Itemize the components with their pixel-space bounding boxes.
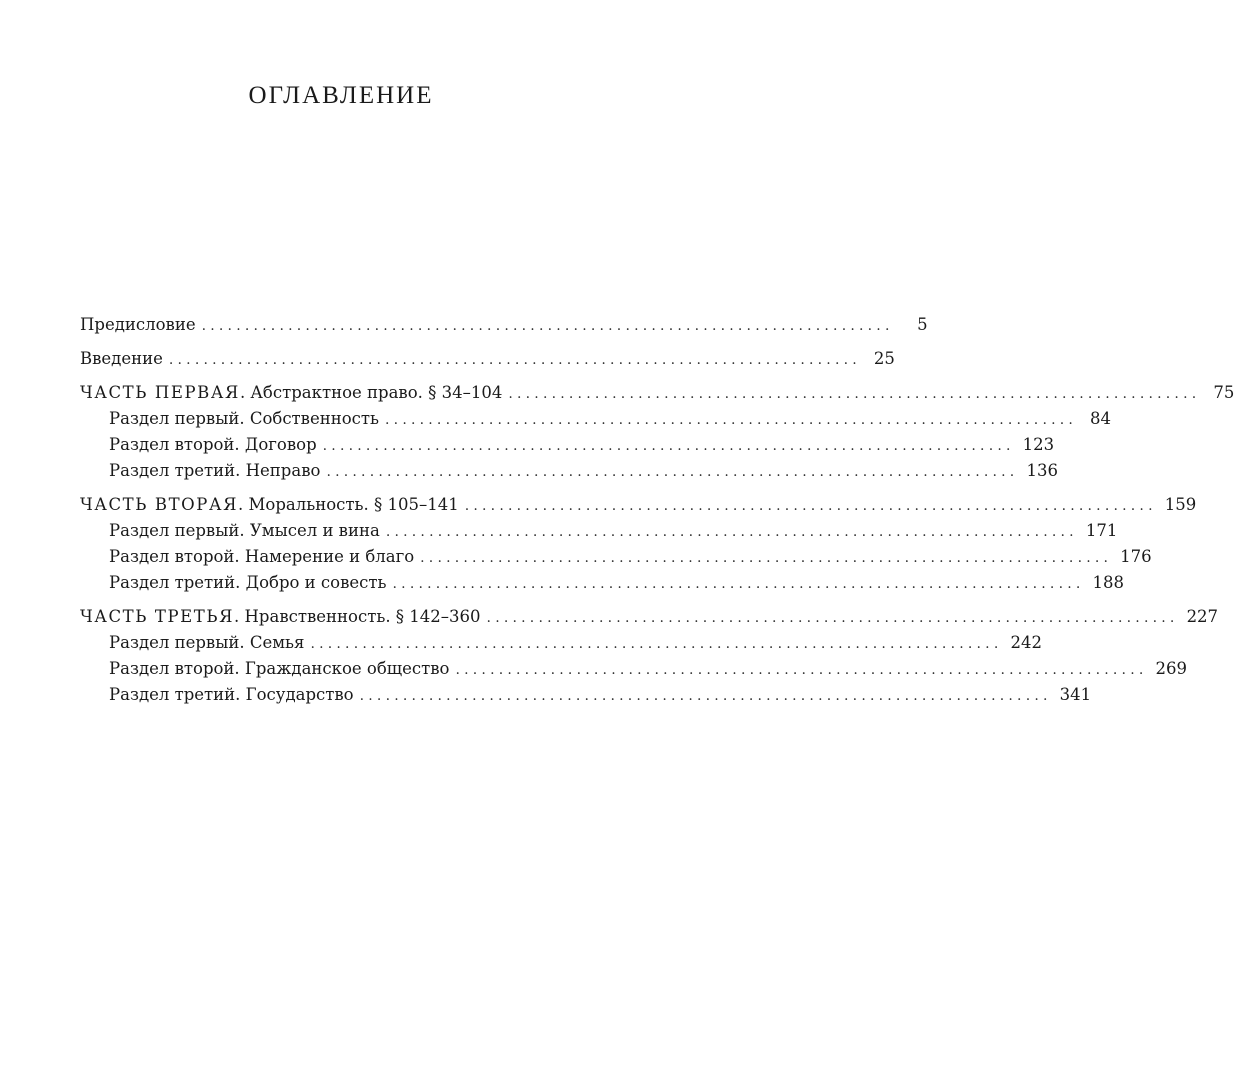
toc-entry-page: 5 <box>917 315 928 334</box>
toc-entry-label: Предисловие <box>80 315 196 334</box>
toc-entry <box>80 544 1152 570</box>
toc-entry-label: Раздел второй. Договор <box>109 435 317 454</box>
dot-leader: ................................................................................ <box>385 524 1078 540</box>
part-title: . Абстрактное право. § 34–104 <box>239 383 503 402</box>
toc-entry <box>80 630 1042 656</box>
toc-entry-page: 176 <box>1120 547 1152 566</box>
dot-leader: ................................................................................ <box>385 412 1078 428</box>
toc-group-preface <box>80 312 928 338</box>
dot-leader: ................................................................................ <box>310 636 1003 652</box>
dot-leader: ................................................................................ <box>420 550 1113 566</box>
dot-leader: ................................................................................ <box>359 688 1052 704</box>
toc-entry <box>80 518 1118 544</box>
toc-group-introduction <box>80 346 895 372</box>
toc-entry-label: Раздел третий. Добро и совесть <box>109 573 387 592</box>
dot-leader: ................................................................................ <box>455 662 1148 678</box>
part-name: ЧАСТЬ ПЕРВАЯ <box>80 383 240 402</box>
dot-leader: ................................................................................ <box>322 438 1015 454</box>
toc-entry-label: Раздел третий. Неправо <box>109 461 321 480</box>
toc-entry-label: Раздел первый. Умысел и вина <box>109 521 380 540</box>
toc-part-heading <box>80 380 1234 406</box>
toc-entry <box>80 432 1055 458</box>
toc-part-heading <box>80 604 1219 630</box>
toc-entry <box>80 682 1092 708</box>
toc-entry-page: 341 <box>1059 685 1092 704</box>
dot-leader: ................................................................................ <box>168 352 861 368</box>
page-title: ОГЛАВЛЕНИЕ <box>248 82 434 109</box>
toc-entry <box>80 570 1125 596</box>
part-name: ЧАСТЬ ВТОРАЯ <box>80 495 239 514</box>
toc-entry-label: Раздел третий. Государство <box>109 685 354 704</box>
dot-leader: ................................................................................ <box>508 386 1201 402</box>
toc-entry <box>80 312 928 338</box>
toc-entry-page: 84 <box>1090 409 1112 428</box>
toc-entry-label: Раздел второй. Намерение и благо <box>109 547 415 566</box>
toc-entry-page: 25 <box>873 349 895 368</box>
part-title: . Нравственность. § 142–360 <box>234 607 481 626</box>
toc-entry-page: 269 <box>1155 659 1187 678</box>
toc-entry <box>80 346 895 372</box>
dot-leader: ................................................................................ <box>486 610 1179 626</box>
toc-entry-label: Раздел первый. Семья <box>109 633 305 652</box>
toc-part-heading <box>80 492 1197 518</box>
toc-entry-label: Раздел второй. Гражданское общество <box>109 659 450 678</box>
dot-leader: ................................................................................ <box>201 318 894 334</box>
toc-group-part-one <box>80 380 1234 484</box>
toc-entry-page: 171 <box>1085 521 1118 540</box>
toc-entry <box>80 458 1058 484</box>
toc-entry-label: Раздел первый. Собственность <box>109 409 380 428</box>
toc-part-label <box>80 380 508 406</box>
toc-entry-page: 123 <box>1022 435 1055 454</box>
part-title: . Моральность. § 105–141 <box>238 495 459 514</box>
toc-entry-page: 188 <box>1092 573 1125 592</box>
part-name: ЧАСТЬ ТРЕТЬЯ <box>80 607 235 626</box>
table-of-contents <box>80 312 1234 716</box>
toc-entry <box>80 406 1112 432</box>
dot-leader: ................................................................................ <box>464 498 1157 514</box>
toc-entry-label: Введение <box>80 349 163 368</box>
dot-leader: ................................................................................ <box>326 464 1019 480</box>
toc-part-label <box>80 604 487 630</box>
toc-entry <box>80 656 1187 682</box>
toc-group-part-two <box>80 492 1197 596</box>
toc-entry-page: 75 <box>1213 383 1234 402</box>
toc-entry-page: 227 <box>1186 607 1219 626</box>
toc-part-label <box>80 492 465 518</box>
toc-entry-page: 136 <box>1026 461 1058 480</box>
toc-group-part-three <box>80 604 1219 708</box>
toc-entry-page: 159 <box>1164 495 1197 514</box>
dot-leader: ................................................................................ <box>392 576 1085 592</box>
toc-entry-page: 242 <box>1010 633 1042 652</box>
